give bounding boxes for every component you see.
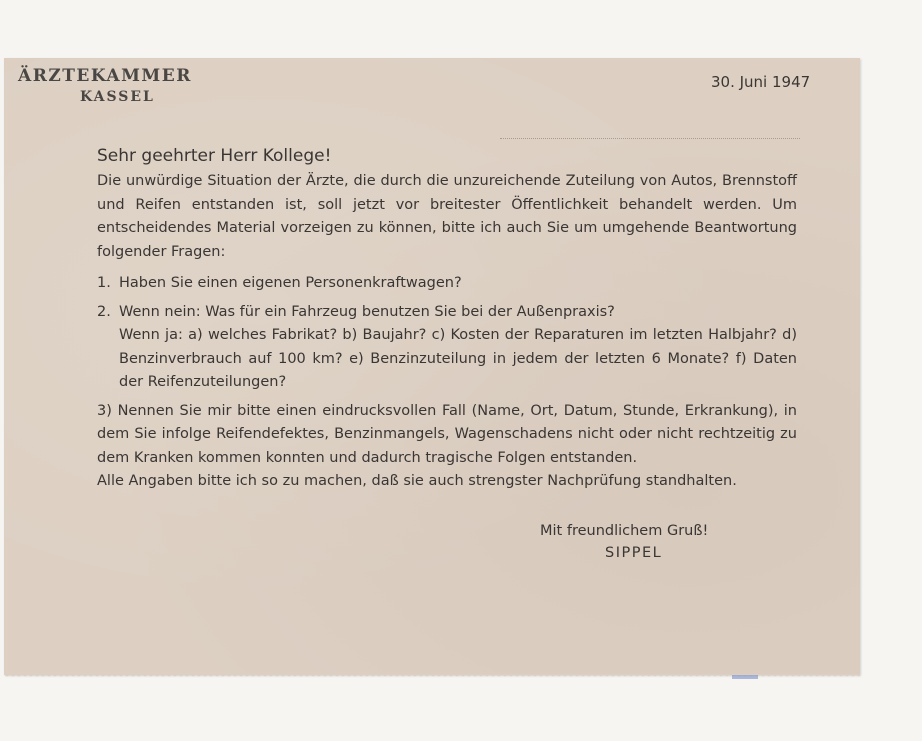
salutation: Sehr geehrter Herr Kollege! <box>97 146 332 166</box>
question-text: Wenn nein: Was für ein Fahrzeug benutzen Sie bei der Außenpraxis? <box>119 303 615 320</box>
letterhead-organization: ÄRZTEKAMMER <box>18 66 192 86</box>
letterhead-city: KASSEL <box>80 89 155 105</box>
question-item-2 <box>97 301 797 395</box>
question-text: Haben Sie einen eigenen Personenkraftwagen? <box>119 275 462 291</box>
question-item-3 <box>97 400 797 471</box>
dotted-divider <box>500 138 800 139</box>
letter-date: 30. Juni 1947 <box>711 73 811 91</box>
closing-note: Alle Angaben bitte ich so zu machen, daß sie auch strengster Nachprüfung standhalten. <box>97 473 737 489</box>
signer-name: SIPPEL <box>605 545 663 561</box>
letterhead <box>18 66 192 105</box>
intro-paragraph: Die unwürdige Situation der Ärzte, die durch die unzureichende Zuteilung von Autos, Brennstoff und Reifen entstanden ist, soll jetzt vor breitester Öffentlichkeit behandelt werden. Um entscheidendes Material vorzeigen zu können, bitte ich auch Sie um umgehende Beantwortung folgender Fragen: <box>97 173 797 260</box>
question-number: 3) <box>97 402 112 419</box>
closing-greeting: Mit freundlichem Gruß! <box>540 523 709 539</box>
question-number: 1. <box>97 275 111 291</box>
letter-body <box>97 144 797 494</box>
question-item-1 <box>97 272 797 296</box>
question-followup: Wenn ja: a) welches Fabrikat? b) Baujahr? c) Kosten der Reparaturen im letzten Halbjahr? d) Benzinverbrauch auf 100 km? e) Benzinzuteilung in jedem der letzten 6 Monate? f) Daten der Reifenzuteilungen? <box>119 327 797 390</box>
ink-mark <box>732 675 758 679</box>
question-number: 2. <box>97 303 111 320</box>
question-list <box>97 272 797 395</box>
question-content <box>119 301 797 395</box>
question-text: Nennen Sie mir bitte einen eindrucksvollen Fall (Name, Ort, Datum, Stunde, Erkrankung), in dem Sie infolge Reifendefektes, Benzinmangels, Wagenschadens nicht oder nicht rechtzeitig zu dem Kranken kommen konnten und dadurch tragische Folgen entstanden. <box>97 402 797 466</box>
signature-block <box>540 520 750 564</box>
